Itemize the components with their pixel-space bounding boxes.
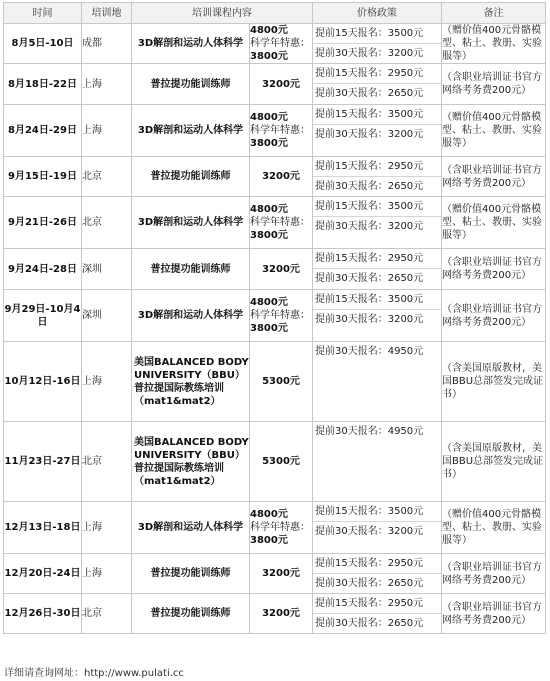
row-course: 3D解剖和运动人体科学 — [132, 24, 250, 64]
price-early-30: 提前30天报名：4950元 — [315, 426, 424, 437]
fee-base: 4800元 — [250, 297, 288, 308]
row-location: 北京 — [82, 157, 132, 197]
table-row — [4, 157, 546, 197]
row-date: 9月29日-10月4日 — [4, 290, 82, 342]
row-location: 上海 — [82, 64, 132, 105]
row-fee — [250, 157, 313, 197]
fee-base: 4800元 — [250, 112, 288, 123]
table-row — [4, 554, 546, 594]
price-early-15: 提前15天报名：2950元 — [313, 157, 441, 177]
header-price: 价格政策 — [313, 3, 442, 24]
table-row — [4, 249, 546, 290]
row-prices — [313, 197, 442, 249]
row-location: 北京 — [82, 422, 132, 502]
row-date: 8月24日-29日 — [4, 105, 82, 157]
fee-promo: 3800元 — [250, 138, 288, 149]
price-early-30: 提前30天报名：2650元 — [315, 618, 424, 629]
schedule-table — [3, 2, 546, 634]
price-early-15: 提前15天报名：2950元 — [313, 64, 441, 84]
table-row — [4, 594, 546, 634]
fee-promo: 3800元 — [250, 51, 288, 62]
row-course: 3D解剖和运动人体科学 — [132, 502, 250, 554]
row-fee — [250, 197, 313, 249]
fee-base: 3200元 — [262, 568, 300, 579]
row-course: 普拉提功能训练师 — [132, 157, 250, 197]
price-early-30: 提前30天报名：4950元 — [315, 346, 424, 357]
price-early-15: 提前15天报名：3500元 — [313, 290, 441, 310]
row-date: 8月5日-10日 — [4, 24, 82, 64]
row-note: （含职业培训证书官方网络考务费200元） — [442, 64, 546, 105]
header-date: 时间 — [4, 3, 82, 24]
row-location: 深圳 — [82, 290, 132, 342]
fee-base: 3200元 — [262, 171, 300, 182]
row-course: 普拉提功能训练师 — [132, 64, 250, 105]
row-prices — [313, 64, 442, 105]
row-date: 10月12日-16日 — [4, 342, 82, 422]
table-row — [4, 422, 546, 502]
fee-promo-label: 科学年特惠： — [250, 38, 310, 49]
row-note: （含职业培训证书官方网络考务费200元） — [442, 594, 546, 634]
table-row — [4, 105, 546, 157]
price-early-30: 提前30天报名：3200元 — [315, 314, 424, 325]
table-row — [4, 197, 546, 249]
row-note: （含美国原版教材，美国BBU总部签发完成证书） — [442, 342, 546, 422]
fee-promo-label: 科学年特惠： — [250, 310, 310, 321]
fee-promo-label: 科学年特惠： — [250, 217, 310, 228]
row-prices — [313, 502, 442, 554]
row-course — [132, 342, 250, 422]
row-location: 上海 — [82, 554, 132, 594]
fee-base: 4800元 — [250, 25, 288, 36]
row-note: （含职业培训证书官方网络考务费200元） — [442, 249, 546, 290]
price-early-15: 提前15天报名：3500元 — [313, 24, 441, 44]
row-date: 9月15日-19日 — [4, 157, 82, 197]
price-early-30: 提前30天报名：3200元 — [315, 221, 424, 232]
price-early-15: 提前15天报名：3500元 — [313, 197, 441, 217]
row-fee — [250, 594, 313, 634]
header-note: 备注 — [442, 3, 546, 24]
row-fee — [250, 290, 313, 342]
fee-promo-label: 科学年特惠： — [250, 522, 310, 533]
row-date: 9月21日-26日 — [4, 197, 82, 249]
row-fee — [250, 105, 313, 157]
row-note: （赠价值400元骨骼模型、粘土、教册、实验服等） — [442, 197, 546, 249]
row-location: 上海 — [82, 105, 132, 157]
price-early-30: 提前30天报名：2650元 — [315, 181, 424, 192]
row-location: 上海 — [82, 342, 132, 422]
row-date: 12月13日-18日 — [4, 502, 82, 554]
row-note: （含职业培训证书官方网络考务费200元） — [442, 157, 546, 197]
price-early-15: 提前15天报名：2950元 — [313, 594, 441, 614]
row-location: 上海 — [82, 502, 132, 554]
row-course: 3D解剖和运动人体科学 — [132, 290, 250, 342]
row-note: （含美国原版教材，美国BBU总部签发完成证书） — [442, 422, 546, 502]
row-date: 8月18日-22日 — [4, 64, 82, 105]
price-early-30: 提前30天报名：2650元 — [315, 578, 424, 589]
row-fee — [250, 554, 313, 594]
table-row — [4, 502, 546, 554]
table-row — [4, 342, 546, 422]
fee-base: 4800元 — [250, 204, 288, 215]
row-course: 普拉提功能训练师 — [132, 249, 250, 290]
table-row — [4, 64, 546, 105]
price-early-15: 提前15天报名：3500元 — [313, 502, 441, 522]
fee-promo: 3800元 — [250, 230, 288, 241]
fee-base: 5300元 — [262, 456, 300, 467]
header-row — [4, 3, 546, 24]
row-prices — [313, 422, 442, 502]
row-prices — [313, 105, 442, 157]
fee-promo-label: 科学年特惠： — [250, 125, 310, 136]
row-date: 9月24日-28日 — [4, 249, 82, 290]
row-note: （赠价值400元骨骼模型、粘土、教册、实验服等） — [442, 502, 546, 554]
row-prices — [313, 554, 442, 594]
row-course: 普拉提功能训练师 — [132, 554, 250, 594]
row-location: 深圳 — [82, 249, 132, 290]
row-date: 12月26日-30日 — [4, 594, 82, 634]
row-location: 成都 — [82, 24, 132, 64]
header-location: 培训地 — [82, 3, 132, 24]
fee-promo: 3800元 — [250, 535, 288, 546]
row-prices — [313, 342, 442, 422]
row-fee — [250, 64, 313, 105]
row-course: 3D解剖和运动人体科学 — [132, 197, 250, 249]
row-fee — [250, 24, 313, 64]
fee-base: 5300元 — [262, 376, 300, 387]
table-row — [4, 290, 546, 342]
fee-base: 4800元 — [250, 509, 288, 520]
row-location: 北京 — [82, 594, 132, 634]
row-course — [132, 422, 250, 502]
fee-promo: 3800元 — [250, 323, 288, 334]
row-prices — [313, 157, 442, 197]
row-note: （含职业培训证书官方网络考务费200元） — [442, 290, 546, 342]
row-date: 11月23日-27日 — [4, 422, 82, 502]
price-early-30: 提前30天报名：2650元 — [315, 273, 424, 284]
row-course: 3D解剖和运动人体科学 — [132, 105, 250, 157]
row-fee — [250, 249, 313, 290]
row-prices — [313, 594, 442, 634]
row-fee — [250, 342, 313, 422]
price-early-15: 提前15天报名：2950元 — [313, 554, 441, 574]
row-prices — [313, 24, 442, 64]
fee-base: 3200元 — [262, 608, 300, 619]
row-course: 普拉提功能训练师 — [132, 594, 250, 634]
price-early-30: 提前30天报名：2650元 — [315, 88, 424, 99]
row-note: （赠价值400元骨骼模型、粘土、教册、实验服等） — [442, 24, 546, 64]
fee-base: 3200元 — [262, 263, 300, 275]
price-early-30: 提前30天报名：3200元 — [315, 526, 424, 537]
row-note: （含职业培训证书官方网络考务费200元） — [442, 554, 546, 594]
price-early-30: 提前30天报名：3200元 — [315, 129, 424, 140]
header-course: 培训课程内容 — [132, 3, 313, 24]
row-prices — [313, 290, 442, 342]
row-note: （赠价值400元骨骼模型、粘土、教册、实验服等） — [442, 105, 546, 157]
fee-base: 3200元 — [262, 78, 300, 90]
footer-link-text[interactable]: 详细请查询网址：http://www.pulati.cc — [4, 668, 184, 679]
course-text: 美国BALANCED BODY UNIVERSITY（BBU） 普拉提国际教练培训（mat1&mat2） — [134, 356, 249, 407]
table-row — [4, 24, 546, 64]
row-fee — [250, 422, 313, 502]
course-text: 美国BALANCED BODY UNIVERSITY（BBU） 普拉提国际教练培训（mat1&mat2） — [134, 436, 249, 487]
price-early-15: 提前15天报名：2950元 — [313, 249, 441, 269]
row-location: 北京 — [82, 197, 132, 249]
price-early-15: 提前15天报名：3500元 — [313, 105, 441, 125]
row-date: 12月20日-24日 — [4, 554, 82, 594]
row-fee — [250, 502, 313, 554]
price-early-30: 提前30天报名：3200元 — [315, 48, 424, 59]
row-prices — [313, 249, 442, 290]
